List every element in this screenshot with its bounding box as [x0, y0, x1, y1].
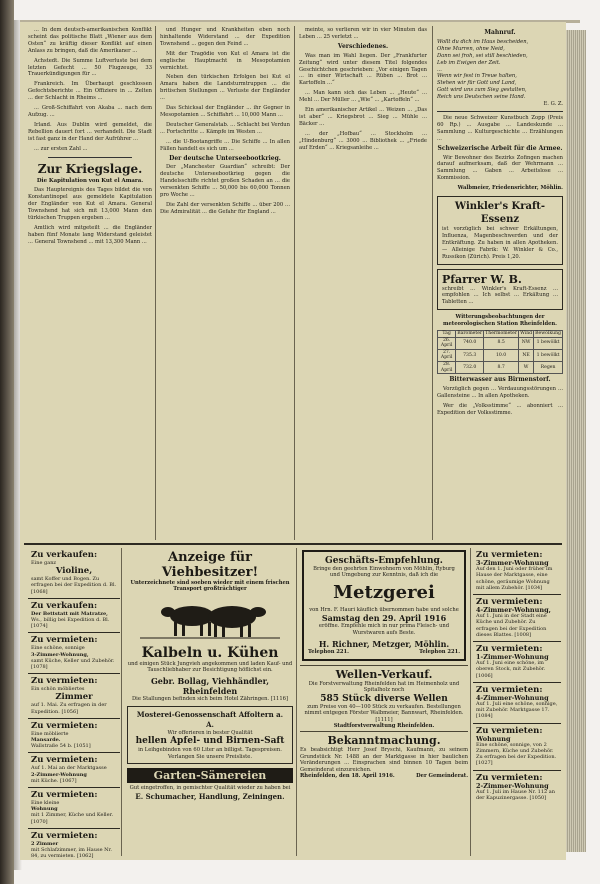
classified-ad: [28, 548, 120, 599]
ad-text: Auf 1. Juni in der Stadt eine Küche und Zubehör. Zu erfragen bei der Expedition dieses Blattes. [1008]: [476, 613, 547, 638]
notice-date: Rheinfelden, den 18. April 1916.: [300, 773, 395, 780]
weather-title: Witterungsbeobachtungen der meteorologischen Station Rheinfelden.: [443, 314, 557, 328]
ad-seller: E. Schumacher, Handlung, Zeiningen.: [135, 791, 285, 801]
ad-item: Wohnung: [31, 806, 58, 813]
ad-subtitle: Unterzeichnete sind soeben wieder mit einem frischen Transport großträchtiger: [130, 580, 290, 593]
paragraph: ... Man kann sich das Leben ... „Heute“ ... Mehl ... Der Müller ... „Wie“ ... „Kartoffeln“ ...: [299, 90, 427, 104]
notice-signature: Der Gemeinderat.: [416, 773, 468, 780]
classified-ad: [473, 724, 561, 771]
column-rule: [294, 26, 295, 540]
ad-title: Winkler's Kraft-Essenz: [454, 201, 546, 226]
ad-item: Zimmer: [55, 692, 93, 703]
ad-title: Bekanntmachung.: [327, 734, 441, 748]
table-cell: Regen: [534, 362, 563, 374]
ad-subtitle: Eine möblierte: [31, 730, 69, 737]
divider: [300, 665, 468, 666]
notice-footer: [300, 773, 468, 779]
ad-title: Garten-Sämereien: [153, 769, 267, 783]
paragraph: Der „Manchester Guardian“ schreibt: Der deutsche Unterseebootkrieg gegen die Handelsschiffe richtet großen Schaden an ... die versenkten Schiffe ... 50,000 bis 60,000 Tonnen pro Woche ...: [160, 164, 290, 199]
ad-text: ist vorzüglich bei schwer Erkältungen, Influenza, Magenbeschwerden und der Entkräftung. Zu haben in allen Apotheken. — Alleinige Fabrik: W. Winkler & Co., Russikon (Zürich). Preis 1,20.: [442, 226, 558, 260]
phone-row: [308, 649, 460, 655]
ad-title: Pfarrer W. B.: [442, 272, 522, 286]
page-stack-edge: [566, 30, 586, 852]
column-rule: [155, 26, 156, 540]
table-cell: 732.0: [456, 362, 484, 374]
ad-signature: Stadtforstverwaltung Rheinfelden.: [333, 723, 435, 730]
section-heading: Bitterwasser aus Birmenstorf.: [449, 376, 551, 384]
paragraph: Das Schicksal der Engländer ... ihr Gegner in Mesopotamien ... Schiffahrt ... 10,000 Mann ...: [160, 105, 290, 118]
ad-title: Zu vermieten:: [31, 755, 98, 766]
section-heading: Schweizerische Arbeit für die Armee.: [437, 144, 563, 152]
ad-text: auf 1. Mai. Zu erfragen in der Expedition. [1056]: [31, 702, 107, 715]
article-column-2: [160, 27, 290, 219]
ad-text: Auf den 1. Juni oder früher im Hause der Marktgasse, eine schöne, geräumige Wohnung mit allem Zubehör. [1034]: [476, 566, 553, 591]
ad-title: Zu verkaufen:: [31, 550, 98, 560]
ad-text: Auf 1. Juni eine schöne, im oberen Stock, mit Zubehör. [1006]: [476, 660, 546, 679]
signature: Walbmeier, Friedensrichter, Möhlin.: [457, 185, 563, 192]
ad-text: Wallstraße 54 b. [1051]: [31, 743, 91, 750]
ad-title: Zu vermieten:: [476, 772, 543, 783]
ad-item: 3-Zimmer-Wohnung,: [31, 651, 89, 658]
paragraph: Frankreich. Im Überhaupt geschlossen Gefechtsberichte ... Ein Offiziere in ... Zelten ... der Schlacht in Rheims ...: [28, 81, 152, 102]
ad-item: 2-Zimmer-Wohnung: [31, 771, 87, 778]
paragraph: Deutscher Generalstab. ... Schlacht bei Verdun ... Fortschritte ... Kämpfe im Westen ...: [160, 121, 290, 135]
paragraph: ... Groß-Schiffahrt von Akaba ... nach dem Aufzug. ...: [28, 105, 152, 118]
classified-ad: [28, 788, 120, 829]
table-row: [438, 337, 563, 349]
paragraph: Die Zahl der versenkten Schiffe ... über 200 ... Die Admiralität ... die Gefahr für England ...: [160, 201, 290, 215]
ad-item: Wohnung: [476, 734, 511, 743]
article-column-4: [437, 27, 563, 420]
ad-subtitle: Eine schöne, sonnige: [31, 645, 85, 652]
book-binding: [0, 0, 14, 884]
ad-headline: Metzgerei: [333, 581, 435, 603]
paragraph: Achstedt. Die Summe Luftverluste bei dem letzten Gefecht ... 50 Flugzeuge, 33 Trauerkündigungen für ...: [28, 57, 152, 78]
column-rule: [470, 548, 471, 856]
table-cell: 27. April: [438, 349, 456, 361]
section-heading: Verschiedenes.: [337, 42, 389, 50]
ad-kraft-essenz: [437, 196, 563, 265]
ad-title: Zu vermieten:: [476, 725, 543, 736]
ad-title: Anzeige für Viehbesitzer!: [161, 550, 259, 580]
ad-title: Zu vermieten:: [31, 635, 98, 646]
section-heading: Der deutsche Unterseebootkrieg.: [169, 154, 281, 162]
column-rule: [121, 548, 122, 856]
ad-item: Mansarde.: [31, 737, 61, 744]
table-cell: 735.3: [456, 349, 484, 361]
poem: Wollt du dich im Haus bescheiden, Ohne Murren, ohne Neid, Dann sei froh, sei still beschieden, Leb im Ewigen der Zeit. ... Wenn wir fest in Treue halten, Stehen wir für Gott und Land, Gott wird uns zum Sieg gestalten, Reich uns Deutschen seine Hand.: [437, 38, 529, 101]
poem-signature: E. G. Z.: [543, 101, 563, 108]
column-rule: [432, 26, 433, 540]
headline: Zur Kriegslage.: [37, 161, 143, 176]
table-header-row: [438, 331, 563, 338]
ad-text: Es beabsichtigt Herr Josef Bryschi, Kaufmann, zu seinem Grundstück Nr. 1488 an der Marktgasse in hier baulichen Veränderungen ... Einsprachen sind binnen 10 Tagen beim Gemeinderat einzureichen.: [300, 747, 468, 773]
paragraph: Vorzüglich gegen ... Verdauungsstörungen ... Gallensteine ... In allen Apotheken.: [437, 386, 563, 400]
ad-text: und einigen Stück Jungvieh angekommen und laden Kauf- und Tauschliebhaber zur Besichtigung höflichst ein.: [127, 660, 293, 674]
ad-note: in Leihgebinden von 60 Liter an billigst. Tagespreisen. Verlangen Sie unsere Preisliste.: [138, 747, 282, 760]
table-cell: 1 bewölkt: [534, 349, 563, 361]
ad-title: Zu vermieten:: [31, 676, 98, 687]
ad-title: Zu vermieten:: [476, 597, 543, 608]
ad-owner: H. Richner, Metzger, Möhlin.: [318, 639, 450, 650]
ad-title: Zu vermieten:: [31, 830, 98, 841]
paragraph: Neben den türkischen Erfolgen bei Kut el Amara haben die Landsturmtruppen ... die britischen Stellungen ... Verluste der Engländer ...: [160, 74, 290, 102]
ad-text: mit Schlafzimmer, im Hause Nr. 84, zu vermieten. [1062]: [31, 847, 112, 860]
article-column-1: [28, 27, 152, 249]
classified-ad: [473, 771, 561, 805]
ad-item: 4-Zimmer-Wohnung: [476, 693, 549, 702]
ad-note: Die Stallungen befinden sich beim Hotel Zähringen. [1116]: [132, 695, 288, 702]
ad-text: Wir offerieren in bester Qualität: [167, 730, 253, 737]
ad-title: Zu vermieten:: [476, 684, 543, 695]
classified-column-right: [473, 548, 561, 804]
ad-title: Wellen-Verkauf.: [335, 668, 433, 682]
ad-date: Samstag den 29. April 1916: [321, 613, 447, 624]
ad-text: Ws., billig bei Expedition d. Bl. [1074]: [31, 617, 110, 630]
ad-headline: 585 Stück diverse Wellen: [320, 693, 448, 704]
classified-ad: [473, 548, 561, 595]
divider: [437, 111, 563, 112]
table-cell: 8.7: [484, 362, 519, 374]
ad-text: Auf 1. Juli eine schöne, sonnige, mit Zubehör. Marktgasse 17. [1084]: [476, 701, 558, 720]
table-header: Thermometer: [485, 331, 518, 337]
paragraph: Das Hauptereignis des Tages bildet die von Konstantinopel aus gemeldete Kapitulation der Engländer von Kut el Amara. General Townshend hat sich mit 13,000 Mann den türkischen Truppen ergeben ...: [28, 187, 152, 222]
ad-text: samt Küche, Keller und Zubehör. [1078]: [31, 657, 115, 671]
business-ads: [300, 548, 468, 779]
paragraph: Irland. Aus Dublin wird gemeldet, die Rebellion dauert fort ... verhandelt. Die Stadt ist fast ganz in der Hand der Aufrührer ...: [28, 121, 152, 142]
ad-item: 2-Zimmer-Wohnung: [476, 781, 549, 790]
ad-text: Eine schöne, sonnige, von 2 Zimmern, Küche und Zubehör. Zu erfragen bei der Expedition. [1027]: [476, 741, 557, 767]
ad-text: Bringe den geehrten Einwohnern von Möhlin, Ryburg und Umgebung zur Kenntnis, daß ich die: [313, 566, 455, 579]
ad-text: von Hrn. F. Hauri käuflich übernommen habe und solche: [309, 606, 459, 613]
ad-title: Zu vermieten:: [476, 644, 543, 655]
ad-subtitle: Auf 1. Mai an der Marktgasse: [31, 765, 107, 772]
classified-ad: [28, 753, 120, 788]
newspaper-page: [20, 22, 566, 860]
table-row: [438, 349, 563, 361]
table-row: [438, 362, 563, 374]
table-cell: 26. April: [438, 337, 456, 349]
ad-subtitle: Eine kleine: [31, 800, 60, 807]
paragraph: meinte, so verlieren wir in vier Minuten das Leben ... 25 verletzt ...: [299, 27, 427, 40]
ad-item: Violine,: [55, 566, 93, 577]
subheadline: Die Kapitulation von Kut el Amara.: [36, 177, 144, 184]
seed-ad-banner: [127, 768, 293, 783]
phone-right: Telephon 221.: [419, 649, 460, 656]
ad-item: 4-Zimmer-Wohnung,: [476, 606, 551, 615]
ad-text: samt Koffer und Bogen. Zu erfragen bei der Expedition d. Bl. [1068]: [31, 576, 117, 595]
ad-title: Zu vermieten:: [31, 720, 98, 731]
ad-text: Auf 1. Juli im Hause Nr. 112 an der Kapuzinergasse. [1050]: [476, 788, 555, 802]
paragraph: Amtlich wird mitgeteilt ... die Engländer haben fünf Monate lang Widerstand geleistet ... General Townshend ... mit 13,300 Mann ...: [28, 224, 152, 245]
paragraph: ... In dem deutsch-amerikanischen Konflikt scheint das politische Blatt „Wiener aus dem Osten“ zu kräftig dieser Konflikt auf einen Anlass zu bringen, daß die Amerikaner ...: [28, 27, 152, 54]
advertisement-section: [28, 548, 558, 860]
table-cell: NW: [519, 337, 534, 349]
ad-item: 3-Zimmer-Wohnung: [476, 559, 549, 567]
paragraph: Die neue Schweizer Kunstbuch Zopp (Preis 60 Rp.) ... Ausgabe ... Landeskunde ... Sammlung ... Kulturgeschichte ... Erzählungen ...: [437, 114, 563, 142]
table-header: Tag: [438, 331, 456, 338]
ad-title: Zu vermieten:: [476, 550, 543, 560]
article-column-3: [299, 27, 427, 155]
ad-headline: Kalbeln u. Kühen: [141, 644, 279, 661]
ad-seller: Gebr. Bollag, Viehhändler, Rheinfelden: [150, 675, 270, 696]
butcher-ad: [302, 550, 466, 661]
paragraph: ... die U-Bootangriffe ... Die Schiffe ... In allen Fällen handelt es sich um ...: [160, 138, 290, 152]
divider: [48, 157, 132, 158]
table-cell: NE: [519, 349, 534, 361]
ad-text: mit Küche. [1067]: [31, 777, 77, 784]
paragraph: Ein amerikanischer Artikel ... Weizen ... „Das ist aber“ ... Kriegsbrot ... Sieg ... Mühle ... Bäcker ...: [299, 107, 427, 127]
table-cell: W: [519, 362, 534, 374]
classified-ad: [28, 674, 120, 719]
classified-ad: [28, 719, 120, 754]
paragraph: und Hunger und Krankheiten eben noch hinhaltende Widerstand ... der Expedition Townshend ... gegen den Feind ...: [160, 27, 290, 47]
poem-title: Mahnruf.: [484, 29, 516, 36]
cattle-icon: [140, 596, 280, 642]
ad-text: zum Preise von 40—100 Stück zu verkaufen. Bestellungen nimmt entgegen Förster Walbmeier, Bannwart, Rheinfelden. [1111]: [304, 703, 464, 723]
ad-text: Die Forstverwaltung Rheinfelden hat im Heimenholz und Spitalholz noch: [308, 681, 460, 694]
classified-ad: [28, 829, 120, 863]
classified-ad: [473, 595, 561, 642]
ad-text: mit 1 Zimmer, Küche und Keller. [1070]: [31, 812, 114, 825]
ad-title: Zu verkaufen:: [31, 600, 98, 611]
classified-ad: [473, 642, 561, 683]
table-cell: 10.0: [484, 349, 519, 361]
table-cell: 1 bewölkt: [534, 337, 563, 349]
ad-subtitle: Ein schön möbliertes: [31, 686, 85, 693]
ad-title: Geschäfts-Empfehlung.: [325, 556, 443, 566]
table-header: Barometer: [457, 331, 483, 337]
paragraph: Mit der Tragödie von Kut el Amara ist die englische Hauptmacht in Mesopotamien vernichtet.: [160, 50, 290, 71]
ad-title: Mosterei-Genossenschaft Affoltern a. A.: [136, 710, 284, 730]
paragraph: ... der „Hofbau“ ... Stockholm ... „Hindenburg“ ... 3000 ... Bibliothek ... „Friede auf Erden“ ... Kriegsanleihe ...: [299, 130, 427, 151]
divider: [300, 731, 468, 732]
livestock-ad: [125, 548, 295, 802]
ad-item: Der Bettstatt mit Matratze,: [31, 610, 108, 617]
column-rule: [296, 548, 297, 856]
cattle-illustration: [140, 596, 280, 642]
cider-ad: [127, 706, 293, 764]
classified-column-left: [28, 548, 120, 862]
paragraph: Wir Bewohner des Bezirks Zofingen machen darauf aufmerksam, daß der Wehrmann ... Sammlung ... Gaben ... Arbeitslose ... Kommission.: [437, 154, 563, 182]
table-cell: 740.0: [456, 337, 484, 349]
ad-text: eröffne. Empfehle mich in nur prima Fleisch- und Wurstwaren aufs Beste.: [318, 623, 450, 636]
table-cell: 8.5: [484, 337, 519, 349]
classified-ad: [473, 683, 561, 724]
paragraph: ... zur ersten Zahl ...: [34, 145, 88, 152]
ad-pfarrer: [437, 269, 563, 311]
ad-item: 1-Zimmer-Wohnung: [476, 653, 549, 662]
table-header: Wind: [520, 331, 533, 337]
ad-text: Gut eingetroffen, in gemischter Qualität wieder zu haben bei: [129, 785, 291, 792]
section-rule: [24, 543, 562, 545]
ad-text: schreibt ... Winkler's Kraft-Essenz ... empfohlen ... Ich selbst ... Erkältung ... Tabletten ...: [442, 285, 558, 306]
paragraph: Wer die „Volksstimme“ ... abonniert ... Expedition der Volksstimme.: [437, 402, 563, 416]
ad-subtitle: Eine ganz: [31, 560, 57, 566]
table-header: Bewölkung: [535, 331, 561, 337]
paragraph: Was man im Wahl liegen. Der „Frankfurter Zeitung“ wird unter diesem Titel folgendes Geschichtchen geschrieben: „Vor einigen Tagen ... in einer Wirtschaft ... Rüben ... Brot ... Kartoffeln ...“: [299, 52, 427, 87]
classified-ad: [28, 633, 120, 674]
ad-title: Zu vermieten:: [31, 790, 98, 801]
classified-ad: [28, 599, 120, 634]
ad-item: 2 Zimmer: [31, 840, 59, 847]
weather-table: [437, 330, 563, 374]
table-cell: 28. April: [438, 362, 456, 374]
ad-headline: hellen Apfel- und Birnen-Saft: [135, 736, 285, 747]
phone-left: Telephon 221.: [308, 649, 349, 656]
